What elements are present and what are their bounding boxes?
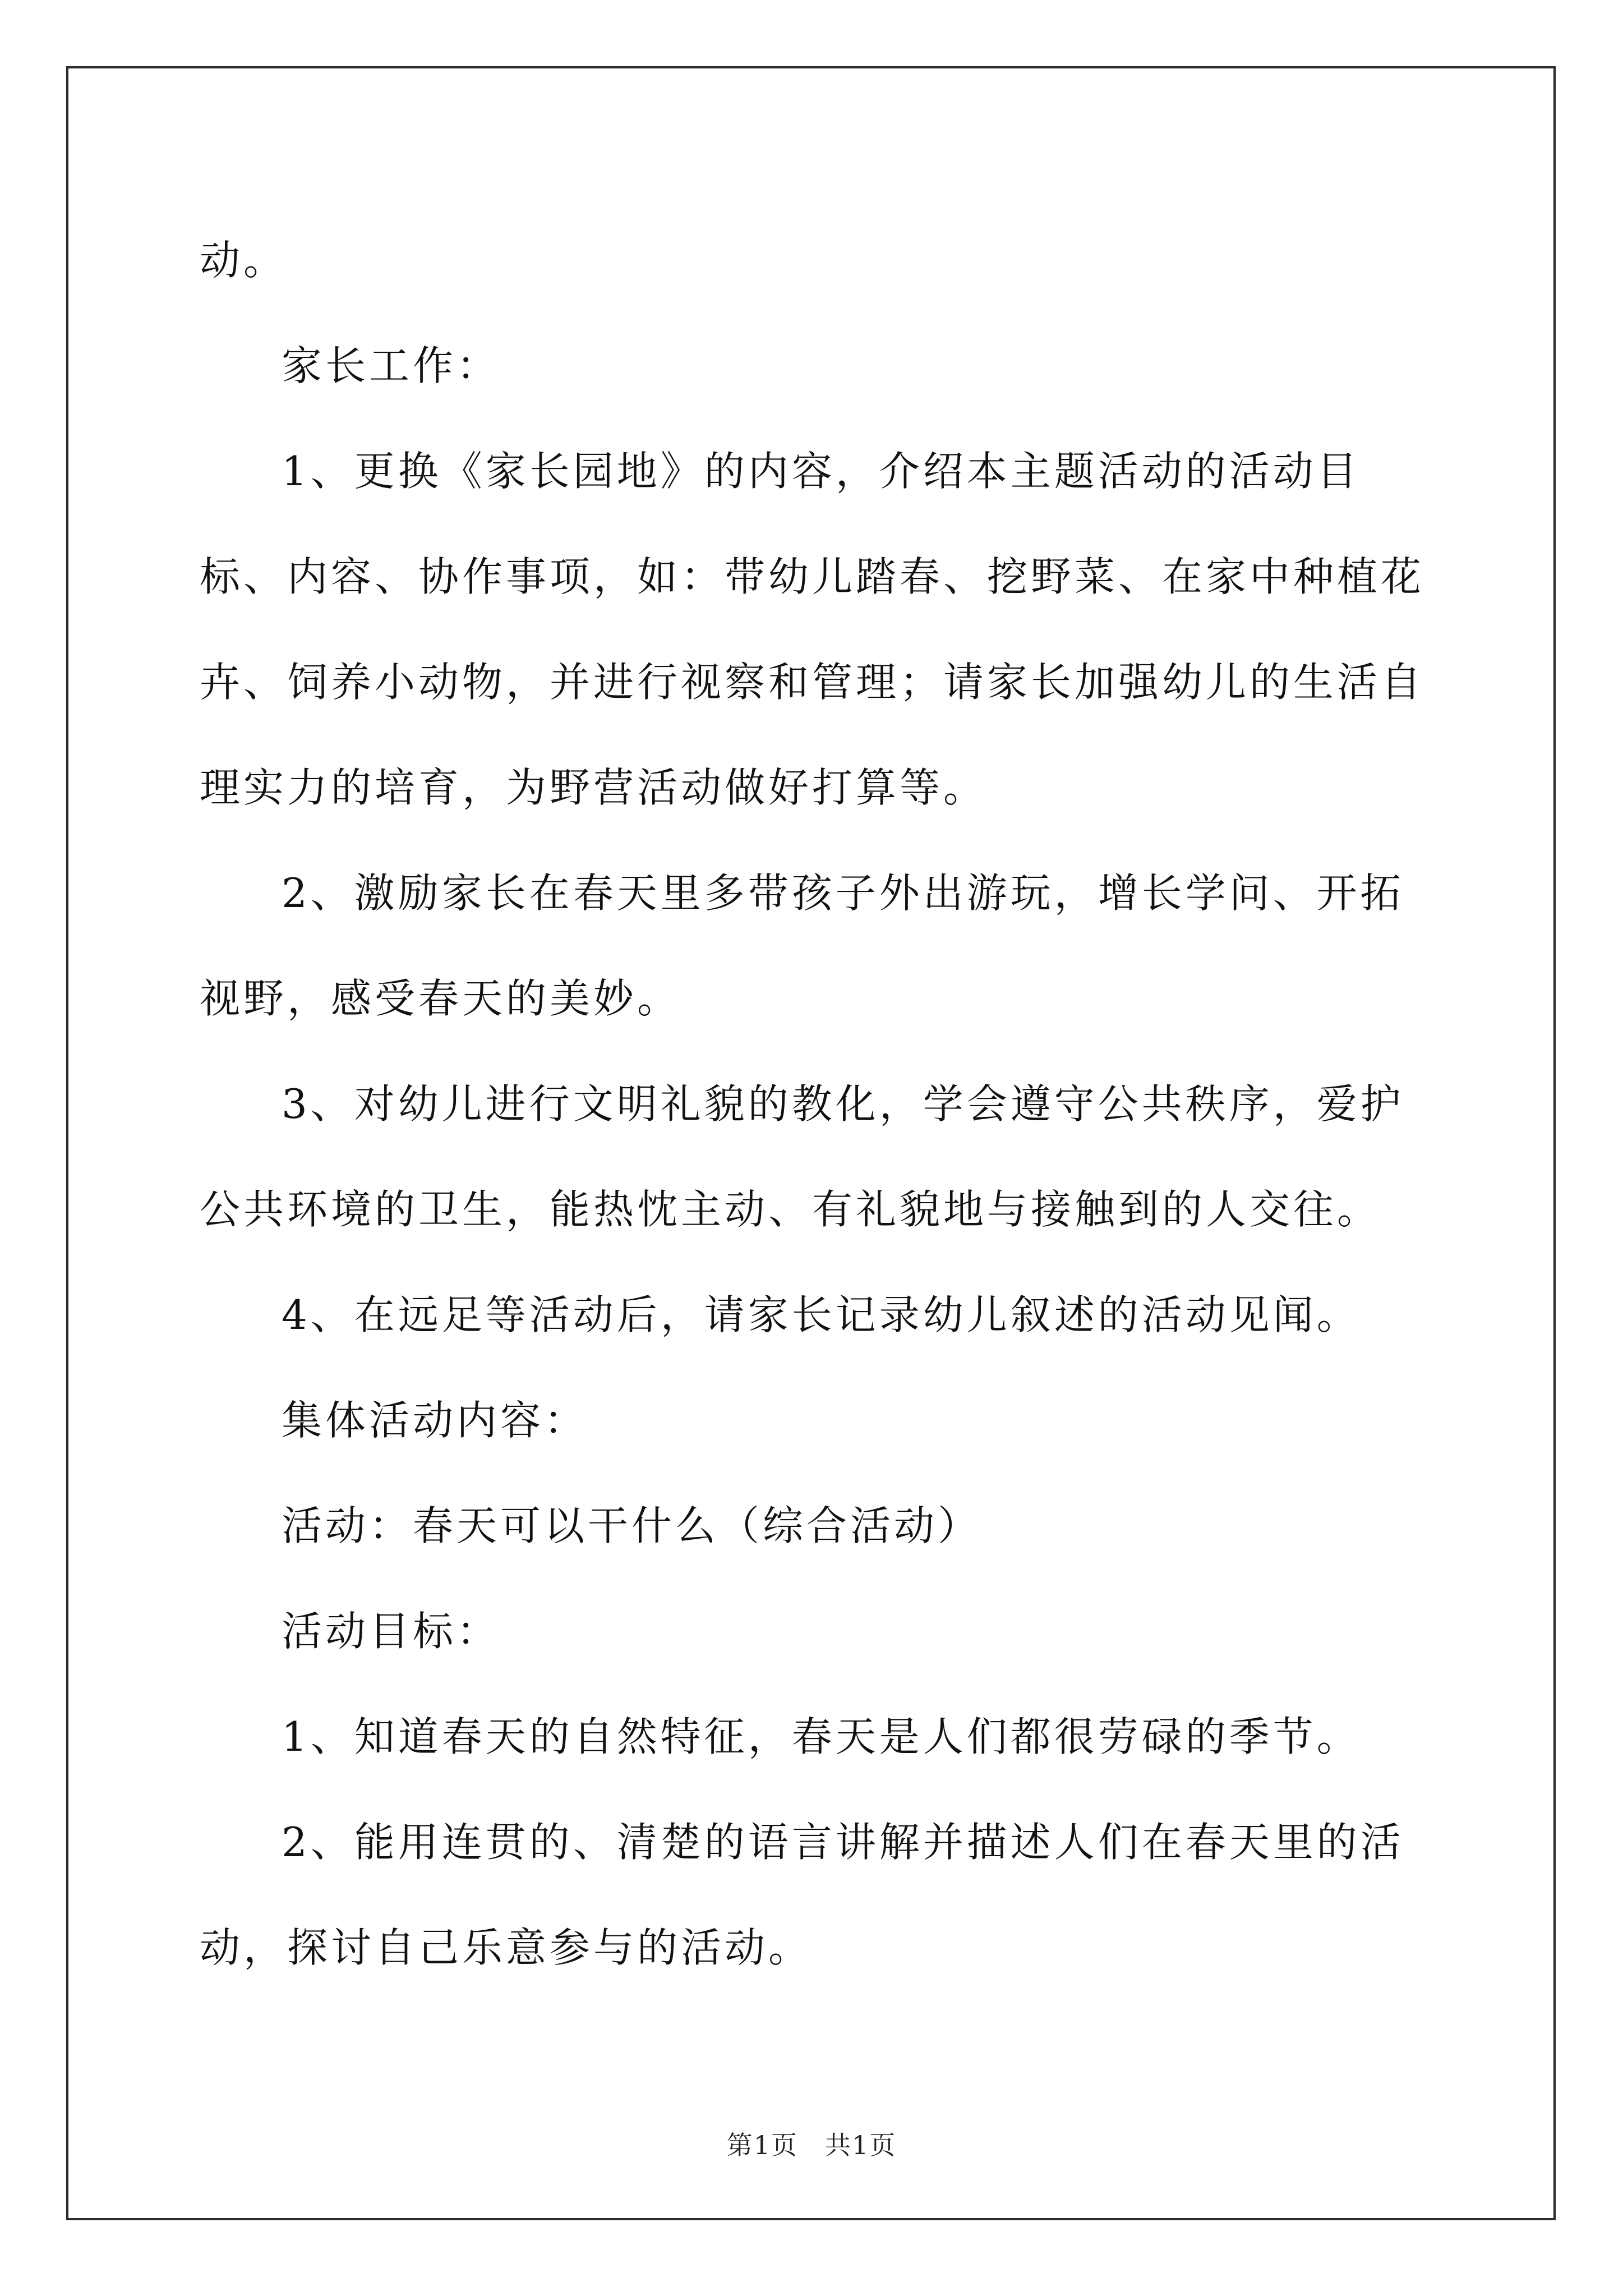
heading-group-activity: 集体活动内容： (282, 1397, 588, 1444)
paragraph-item-2: 2、激励家长在春天里多带孩子外出游玩，增长学问、开拓视野，感受春天的美妙。 (200, 869, 1404, 1022)
paragraph-item-1: 1、更换《家长园地》的内容，介绍本主题活动的活动目标、内容、协作事项，如：带幼儿踏春、挖野菜、在家中种植花卉、饲养小动物，并进行视察和管理；请家长加强幼儿的生活自理实力的培育，为野营活动做好打算等。 (200, 448, 1425, 811)
heading-activity-goals: 活动目标： (282, 1608, 501, 1655)
page-number-footer: 第1页 共1页 (726, 2130, 897, 2160)
heading-parent-work: 家长工作： (282, 342, 501, 389)
paragraph-item-3: 3、对幼儿进行文明礼貌的教化，学会遵守公共秩序，爱护公共环境的卫生，能热忱主动、有礼貌地与接触到的人交往。 (200, 1080, 1404, 1233)
document-body (200, 208, 1431, 2000)
activity-title: 活动：春天可以干什么（综合活动） (282, 1502, 982, 1549)
goal-item-1: 1、知道春天的自然特征，春天是人们都很劳碌的季节。 (282, 1713, 1361, 1760)
goal-item-2: 2、能用连贯的、清楚的语言讲解并描述人们在春天里的活动，探讨自己乐意参与的活动。 (200, 1819, 1404, 1971)
paragraph-item-4: 4、在远足等活动后，请家长记录幼儿叙述的活动见闻。 (282, 1291, 1361, 1338)
paragraph-continuation: 动。 (200, 237, 288, 284)
